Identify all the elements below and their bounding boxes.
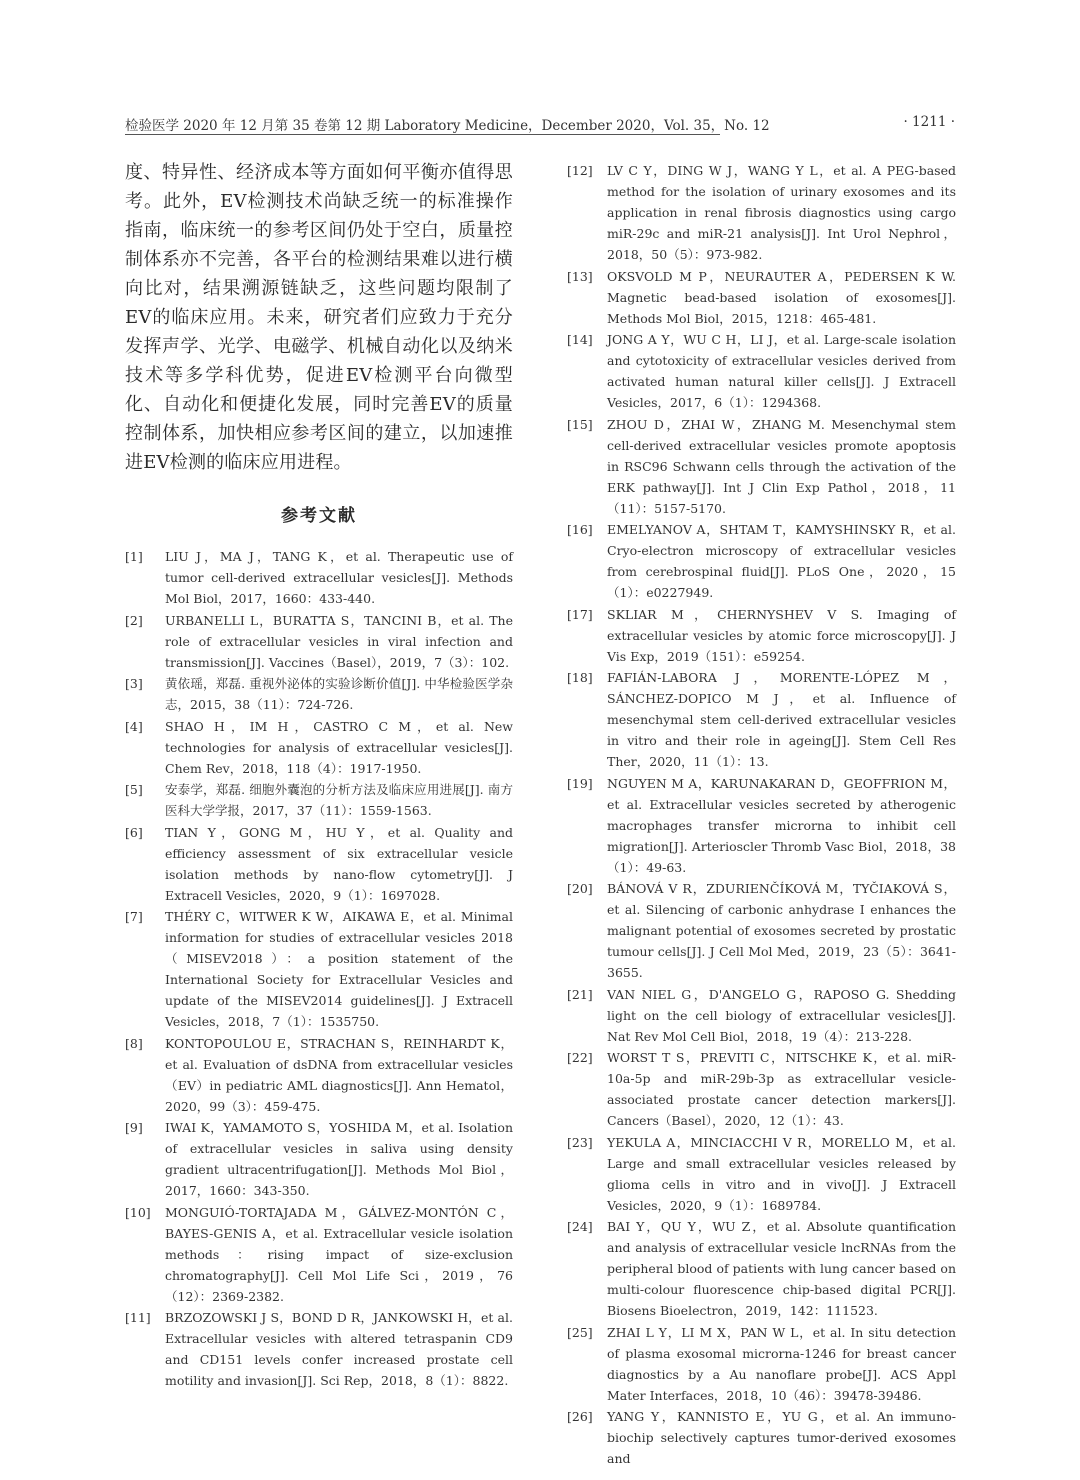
reference-text: ZHOU D，ZHAI W，ZHANG M. Mesenchymal stem cell-derived extracellular vesicles promote apoptosis in RSC96 Schwann cells through the activation of the ERK pathway[J]. Int J Clin Exp Pathol，2018，11（11）：5157-5170. <box>607 416 956 516</box>
reference-item <box>567 266 956 329</box>
reference-text: OKSVOLD M P，NEURAUTER A，PEDERSEN K W. Magnetic bead-based isolation of exosomes[J]. Methods Mol Biol，2015，1218：465-481. <box>607 268 956 326</box>
reference-number: [22] <box>567 1050 593 1065</box>
reference-item <box>567 773 956 878</box>
reference-item <box>125 779 513 821</box>
reference-item <box>567 519 956 603</box>
reference-text: URBANELLI L，BURATTA S，TANCINI B，et al. The role of extracellular vesicles in viral infection and transmission[J]. Vaccines（Basel），2019，7（3）：102. <box>165 612 513 670</box>
reference-item <box>567 1216 956 1321</box>
reference-number: [7] <box>125 909 143 924</box>
running-header <box>125 114 955 136</box>
references-title: 参考文献 <box>281 506 357 526</box>
reference-item <box>567 329 956 413</box>
reference-number: [20] <box>567 881 593 896</box>
reference-item <box>567 1322 956 1406</box>
page-number: · 1211 · <box>903 114 955 130</box>
reference-text: LV C Y，DING W J，WANG Y L，et al. A PEG-based method for the isolation of urinary exosomes and its application in renal fibrosis diagnostics using cargo miR-29c and miR-21 analysis[J]. Int Urol Nephrol，2018，50（5）：973-982. <box>607 163 956 262</box>
reference-text: FAFIÁN-LABORA J，MORENTE-LÓPEZ M，SÁNCHEZ-DOPICO M J，et al. Influence of mesenchymal stem cell-derived extracellular vesicles in vitro and their role in ageing[J]. Stem Cell Res Ther，2020，11（1）：13. <box>607 670 956 769</box>
reference-text: VAN NIEL G，D'ANGELO G，RAPOSO G. Shedding light on the cell biology of extracellular vesicles[J]. Nat Rev Mol Cell Biol，2018，19（4）：213-228. <box>607 986 956 1044</box>
reference-text: TIAN Y，GONG M，HU Y，et al. Quality and efficiency assessment of six extracellular vesicle isolation methods by nano-flow cytometry[J]. J Extracell Vesicles，2020，9（1）：1697028. <box>165 824 513 903</box>
reference-number: [10] <box>125 1204 151 1220</box>
reference-text: YANG Y，KANNISTO E，YU G，et al. An immuno-biochip selectively captures tumor-derived exosomes and <box>607 1409 956 1466</box>
reference-text: LIU J，MA J，TANG K，et al. Therapeutic use of tumor cell-derived extracellular vesicles[J]. Methods Mol Biol，2017，1660：433-440. <box>165 549 513 606</box>
reference-item <box>567 160 956 265</box>
reference-number: [14] <box>567 332 593 347</box>
reference-number: [18] <box>567 670 593 685</box>
reference-item <box>567 667 956 772</box>
reference-text: BÁNOVÁ V R，ZDURIENČÍKOVÁ M，TYČIAKOVÁ S，et al. Silencing of carbonic anhydrase I enhances the malignant potential of exosomes secreted by prostatic tumour cells[J]. J Cell Mol Med，2019，23（5）：3641-3655. <box>607 881 956 980</box>
reference-text: ZHAI L Y，LI M X，PAN W L，et al. In situ detection of plasma exosomal microrna-1246 for breast cancer diagnostics by a Au nanoflare probe[J]. ACS Appl Mater Interfaces，2018，10（46）：39478-39486. <box>607 1324 956 1403</box>
reference-number: [12] <box>567 163 593 178</box>
reference-text: IWAI K，YAMAMOTO S，YOSHIDA M，et al. Isolation of extracellular vesicles in saliva using density gradient ultracentrifugation[J]. Methods Mol Biol，2017，1660：343-350. <box>165 1120 513 1198</box>
reference-item <box>567 984 956 1047</box>
reference-text: YEKULA A，MINCIACCHI V R，MORELLO M，et al. Large and small extracellular vesicles released by glioma cells in vitro and in vivo[J]. J Extracell Vesicles，2020，9（1）：1689784. <box>607 1134 956 1213</box>
reference-item <box>125 1033 513 1117</box>
reference-number: [4] <box>125 718 143 734</box>
reference-number: [24] <box>567 1219 593 1234</box>
reference-text: SHAO H，IM H，CASTRO C M，et al. New technologies for analysis of extracellular vesicles[J]. Chem Rev，2018，118（4）：1917-1950. <box>165 718 513 776</box>
reference-text: MONGUIÓ-TORTAJADA M，GÁLVEZ-MONTÓN C，BAYES-GENIS A，et al. Extracellular vesicle isolation methods：rising impact of size-exclusion chromatography[J]. Cell Mol Life Sci，2019，76（12）：2369-2382. <box>165 1204 513 1304</box>
reference-item <box>125 1202 513 1307</box>
reference-text: SKLIAR M，CHERNYSHEV V S. Imaging of extracellular vesicles by atomic force microscopy[J]. J Vis Exp，2019（151）：e59254. <box>607 606 956 664</box>
reference-number: [13] <box>567 268 593 284</box>
reference-number: [3] <box>125 676 143 691</box>
reference-number: [5] <box>125 782 143 797</box>
reference-number: [19] <box>567 775 593 791</box>
reference-item <box>125 1117 513 1201</box>
left-column <box>125 158 513 1392</box>
reference-number: [16] <box>567 522 593 537</box>
reference-text: BAI Y，QU Y，WU Z，et al. Absolute quantification and analysis of extracellular vesicle lncRNAs from the peripheral blood of patients with lung cancer based on multi-colour fluorescence chip-based digital PCR[J]. Biosens Bioelectron，2019，142：111523. <box>607 1219 956 1318</box>
reference-number: [11] <box>125 1310 151 1325</box>
reference-text: 黄依瑶，郑磊. 重视外泌体的实验诊断价值[J]. 中华检验医学杂志，2015，38（11）：724-726. <box>165 676 513 712</box>
reference-item <box>125 822 513 906</box>
reference-text: 安泰学，郑磊. 细胞外囊泡的分析方法及临床应用进展[J]. 南方医科大学学报，2017，37（11）：1559-1563. <box>165 782 513 818</box>
reference-text: EMELYANOV A，SHTAM T，KAMYSHINSKY R，et al. Cryo-electron microscopy of extracellular vesicles from cerebrospinal fluid[J]. PLoS One，2020，15（1）：e0227949. <box>607 522 956 600</box>
reference-text: BRZOZOWSKI J S，BOND D R，JANKOWSKI H，et al. Extracellular vesicles with altered tetraspanin CD9 and CD151 levels confer increased prostate cell motility and invasion[J]. Sci Rep，2018，8（1）：8822. <box>165 1310 513 1388</box>
reference-item <box>125 673 513 715</box>
reference-number: [17] <box>567 606 593 622</box>
reference-text: JONG A Y，WU C H，LI J，et al. Large-scale isolation and cytotoxicity of extracellular vesicles derived from activated human natural killer cells[J]. J Extracell Vesicles，2017，6（1）：1294368. <box>607 332 956 410</box>
reference-list-left <box>125 546 513 1391</box>
reference-number: [1] <box>125 549 143 564</box>
reference-list-right <box>567 160 956 1469</box>
reference-item <box>125 546 513 609</box>
reference-number: [21] <box>567 986 593 1002</box>
reference-number: [2] <box>125 612 143 628</box>
reference-item <box>567 1132 956 1216</box>
reference-item <box>125 906 513 1032</box>
body-paragraph: 度、特异性、经济成本等方面如何平衡亦值得思考。此外，EV检测技术尚缺乏统一的标准操作指南，临床统一的参考区间仍处于空白，质量控制体系亦不完善，各平台的检测结果难以进行横向比对，结果溯源链缺乏，这些问题均限制了EV的临床应用。未来，研究者们应致力于充分发挥声学、光学、电磁学、机械自动化以及纳米技术等多学科优势，促进EV检测平台向微型化、自动化和便捷化发展，同时完善EV的质量控制体系，加快相应参考区间的建立，以加速推进EV检测的临床应用进程。 <box>125 162 513 473</box>
reference-number: [6] <box>125 824 143 840</box>
reference-item <box>125 610 513 673</box>
reference-item <box>567 1406 956 1469</box>
reference-item <box>567 604 956 667</box>
reference-number: [15] <box>567 416 593 432</box>
reference-number: [9] <box>125 1120 143 1135</box>
reference-number: [23] <box>567 1134 593 1150</box>
reference-number: [8] <box>125 1035 143 1051</box>
reference-text: KONTOPOULOU E，STRACHAN S，REINHARDT K，et al. Evaluation of dsDNA from extracellular vesicles（EV）in pediatric AML diagnostics[J]. Ann Hematol，2020，99（3）：459-475. <box>165 1035 513 1114</box>
reference-item <box>567 414 956 519</box>
reference-number: [25] <box>567 1324 593 1340</box>
right-column <box>567 160 956 1470</box>
reference-number: [26] <box>567 1409 593 1424</box>
reference-item <box>567 878 956 983</box>
reference-text: WORST T S，PREVITI C，NITSCHKE K，et al. miR-10a-5p and miR-29b-3p as extracellular vesicle-associated prostate cancer detection markers[J]. Cancers（Basel），2020，12（1）：43. <box>607 1050 956 1128</box>
reference-item <box>567 1047 956 1131</box>
header-rule <box>125 134 720 135</box>
reference-text: NGUYEN M A，KARUNAKARAN D，GEOFFRION M，et al. Extracellular vesicles secreted by atherogenic macrophages transfer microrna to inhibit cell migration[J]. Arterioscler Thromb Vasc Biol，2018，38（1）：49-63. <box>607 775 956 875</box>
journal-info: 检验医学 2020 年 12 月第 35 卷第 12 期 Laboratory Medicine，December 2020，Vol. 35，No. 12 <box>125 118 770 134</box>
reference-item <box>125 716 513 779</box>
reference-item <box>125 1307 513 1391</box>
reference-text: THÉRY C，WITWER K W，AIKAWA E，et al. Minimal information for studies of extracellular vesicles 2018（MISEV2018）：a position statement of the International Society for Extracellular Vesicles and update of the MISEV2014 guidelines[J]. J Extracell Vesicles，2018，7（1）：1535750. <box>165 909 513 1029</box>
